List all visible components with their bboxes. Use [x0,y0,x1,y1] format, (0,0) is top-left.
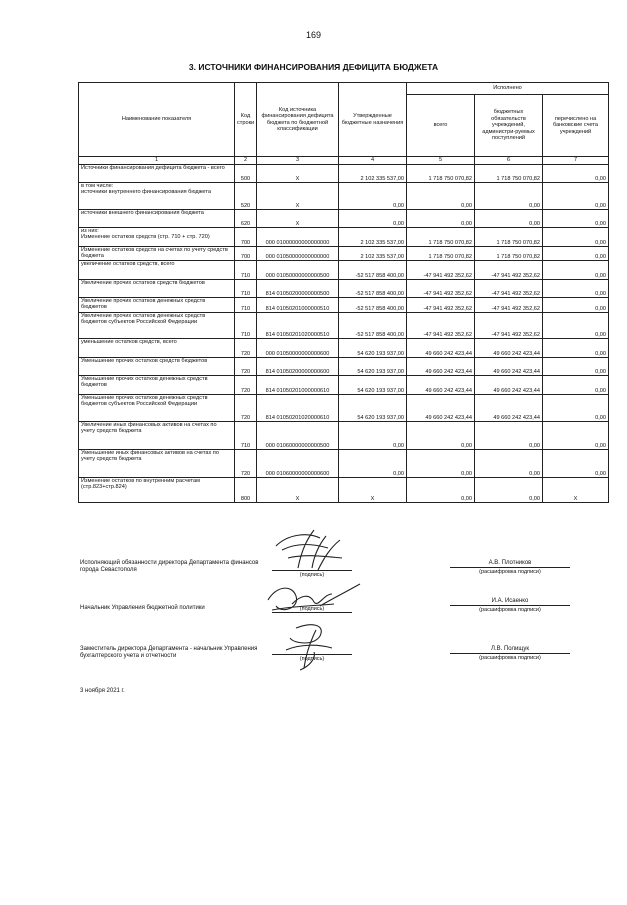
header-code: Код строки [235,83,257,157]
signer-name-1: А.В. Плотников [488,560,532,566]
executed-institutions-cell: -47 941 492 352,62 [475,261,543,280]
indicator-name-cell: Источники финансирования дефицита бюджета - всего [79,165,235,183]
classification-code-cell: 814 01050201000000510 [257,298,339,313]
approved-amount-cell: 2 102 335 537,00 [339,247,407,261]
indicator-name-cell: увеличение остатков средств, всего [79,261,235,280]
approved-amount-cell: 54 620 193 937,00 [339,339,407,358]
executed-banking-cell: 0,00 [543,228,609,247]
approved-amount-cell: 0,00 [339,450,407,478]
table-row [79,183,609,210]
executed-banking-cell: 0,00 [543,450,609,478]
executed-institutions-cell: -47 941 492 352,62 [475,298,543,313]
line-code-cell: 710 [235,261,257,280]
indicator-name-cell: Уменьшение иных финансовых активов на счетах по учету средств бюджета [79,450,235,478]
signer-caption-2: (расшифровка подписи) [479,607,541,613]
executed-total-cell: -47 941 492 352,62 [407,313,475,339]
approved-amount-cell: X [339,478,407,503]
signature-caption-1: (подпись) [299,572,325,578]
approved-amount-cell: -52 517 858 400,00 [339,313,407,339]
classification-code-cell: X [257,210,339,228]
signer-line-3 [450,653,570,654]
line-code-cell: 700 [235,247,257,261]
classification-code-cell: 000 01050000000000000 [257,247,339,261]
table-row [79,165,609,183]
classification-code-cell: X [257,165,339,183]
executed-banking-cell: 0,00 [543,339,609,358]
signature-line-3 [272,654,352,655]
signature-image-2 [262,580,362,620]
classification-code-cell: 000 01050000000000600 [257,339,339,358]
classification-code-cell: 000 01060000000000500 [257,422,339,450]
executed-banking-cell: 0,00 [543,376,609,395]
executed-institutions-cell: 1 718 750 070,82 [475,228,543,247]
line-code-cell: 720 [235,395,257,422]
classification-code-cell: 814 01050201020000510 [257,313,339,339]
signature-position-2: Начальник Управления бюджетной политики [80,605,205,611]
classification-code-cell: 814 01050200000000600 [257,358,339,376]
executed-institutions-cell: 0,00 [475,422,543,450]
table-row [79,358,609,376]
executed-institutions-cell: 49 660 242 423,44 [475,395,543,422]
signer-line-2 [450,605,570,606]
header-approved: Утвержденные бюджетные назначения [339,83,407,157]
signature-line-1 [272,570,352,571]
executed-total-cell: 49 660 242 423,44 [407,395,475,422]
executed-total-cell: -47 941 492 352,62 [407,280,475,298]
approved-amount-cell: 54 620 193 937,00 [339,395,407,422]
classification-code-cell: 814 01050201000000610 [257,376,339,395]
header-total: всего [407,95,475,157]
page-title: 3. ИСТОЧНИКИ ФИНАНСИРОВАНИЯ ДЕФИЦИТА БЮДЖЕТА [188,62,439,72]
approved-amount-cell: 2 102 335 537,00 [339,228,407,247]
executed-institutions-cell: 0,00 [475,478,543,503]
executed-banking-cell: 0,00 [543,298,609,313]
table-body [79,165,609,503]
line-code-cell: 710 [235,422,257,450]
table-row [79,395,609,422]
table-row [79,261,609,280]
approved-amount-cell: 54 620 193 937,00 [339,376,407,395]
table-row [79,478,609,503]
table-row [79,298,609,313]
line-code-cell: 500 [235,165,257,183]
table-row [79,247,609,261]
signature-caption-3: (подпись) [299,656,325,662]
indicator-name-cell: Увеличение прочих остатков денежных средств бюджетов [79,298,235,313]
approved-amount-cell: 0,00 [339,183,407,210]
signer-name-2: И.А. Исаенко [491,598,529,604]
executed-banking-cell: 0,00 [543,210,609,228]
executed-total-cell: 0,00 [407,210,475,228]
table-row [79,422,609,450]
executed-institutions-cell: 1 718 750 070,82 [475,247,543,261]
approved-amount-cell: -52 517 858 400,00 [339,298,407,313]
executed-total-cell: 0,00 [407,422,475,450]
indicator-name-cell: Изменение остатков по внутренним расчетам (стр.823+стр.824) [79,478,235,503]
signer-caption-1: (расшифровка подписи) [479,569,541,575]
executed-total-cell: 1 718 750 070,82 [407,247,475,261]
line-code-cell: 720 [235,358,257,376]
header-name: Наименование показателя [79,83,235,157]
header-executed: Исполнено [407,83,609,95]
executed-banking-cell: 0,00 [543,313,609,339]
signature-position-1: Исполняющий обязанности директора Департамента финансов города Севастополя [80,560,259,573]
classification-code-cell: 000 01000000000000000 [257,228,339,247]
indicator-name-cell: источники внешнего финансирования бюджета [79,210,235,228]
classification-code-cell: 000 01060000000000600 [257,450,339,478]
signer-caption-3: (расшифровка подписи) [479,655,541,661]
indicator-name-cell: Уменьшение прочих остатков денежных средств бюджетов [79,376,235,395]
executed-institutions-cell: 0,00 [475,450,543,478]
approved-amount-cell: 0,00 [339,422,407,450]
executed-total-cell: 0,00 [407,450,475,478]
table-row [79,280,609,298]
classification-code-cell: 814 01050200000000500 [257,280,339,298]
line-code-cell: 710 [235,313,257,339]
executed-institutions-cell: -47 941 492 352,62 [475,313,543,339]
approved-amount-cell: 54 620 193 937,00 [339,358,407,376]
line-code-cell: 700 [235,228,257,247]
approved-amount-cell: -52 517 858 400,00 [339,261,407,280]
signer-name-3: Л.В. Полищук [491,646,529,652]
executed-institutions-cell: 49 660 242 423,44 [475,358,543,376]
signature-caption-2: (подпись) [299,606,325,612]
sources-table [78,82,609,503]
approved-amount-cell: 0,00 [339,210,407,228]
approved-amount-cell: -52 517 858 400,00 [339,280,407,298]
executed-institutions-cell: 49 660 242 423,44 [475,376,543,395]
executed-total-cell: 1 718 750 070,82 [407,228,475,247]
executed-total-cell: 0,00 [407,183,475,210]
executed-banking-cell: 0,00 [543,247,609,261]
classification-code-cell: 814 01050201020000610 [257,395,339,422]
table-row [79,450,609,478]
executed-total-cell: -47 941 492 352,62 [407,261,475,280]
indicator-name-cell: уменьшение остатков средств, всего [79,339,235,358]
indicator-name-cell: из них: Изменение остатков средств (стр. 710 + стр. 720) [79,228,235,247]
line-code-cell: 720 [235,339,257,358]
executed-banking-cell: 0,00 [543,165,609,183]
line-code-cell: 800 [235,478,257,503]
line-code-cell: 720 [235,450,257,478]
executed-total-cell: 49 660 242 423,44 [407,358,475,376]
approved-amount-cell: 2 102 335 537,00 [339,165,407,183]
line-code-cell: 710 [235,298,257,313]
executed-institutions-cell: -47 941 492 352,62 [475,280,543,298]
executed-total-cell: 1 718 750 070,82 [407,165,475,183]
classification-code-cell: X [257,478,339,503]
report-date: 3 ноября 2021 г. [80,688,125,694]
classification-code-cell: X [257,183,339,210]
line-code-cell: 520 [235,183,257,210]
signature-image-1 [268,528,348,576]
executed-banking-cell: 0,00 [543,183,609,210]
classification-code-cell: 000 01050000000000500 [257,261,339,280]
header-institutions: бюджетных обязательств учреждений, администри-руемых поступлений [475,95,543,157]
table-row [79,210,609,228]
line-code-cell: 720 [235,376,257,395]
signer-line-1 [450,567,570,568]
indicator-name-cell: Увеличение прочих остатков денежных средств бюджетов субъектов Российской Федерации [79,313,235,339]
indicator-name-cell: Изменение остатков средств на счетах по учету средств бюджета [79,247,235,261]
line-code-cell: 710 [235,280,257,298]
table-header [79,83,609,165]
table-row [79,313,609,339]
executed-institutions-cell: 0,00 [475,183,543,210]
executed-banking-cell: 0,00 [543,261,609,280]
executed-total-cell: -47 941 492 352,62 [407,298,475,313]
indicator-name-cell: Увеличение иных финансовых активов на счетах по учету средств бюджета [79,422,235,450]
indicator-name-cell: Уменьшение прочих остатков средств бюджетов [79,358,235,376]
line-code-cell: 620 [235,210,257,228]
executed-institutions-cell: 0,00 [475,210,543,228]
executed-institutions-cell: 1 718 750 070,82 [475,165,543,183]
indicator-name-cell: Уменьшение прочих остатков денежных средств бюджетов субъектов Российской Федерации [79,395,235,422]
table-row [79,339,609,358]
page-number: 169 [305,30,322,40]
executed-banking-cell: 0,00 [543,358,609,376]
table-row [79,228,609,247]
signature-position-3: Заместитель директора Департамента - начальник Управления бухгалтерского учета и отчетности [80,646,258,659]
header-kbk: Код источника финансирования дефицита бюджета по бюджетной классификации [257,83,339,157]
table-row [79,376,609,395]
executed-banking-cell: 0,00 [543,280,609,298]
signature-image-3 [270,620,350,672]
executed-banking-cell: 0,00 [543,422,609,450]
executed-banking-cell: 0,00 [543,395,609,422]
index-row: 1 2 3 4 5 6 7 [79,157,609,165]
executed-institutions-cell: 49 660 242 423,44 [475,339,543,358]
executed-total-cell: 49 660 242 423,44 [407,376,475,395]
signature-line-2 [272,612,352,613]
executed-banking-cell: X [543,478,609,503]
indicator-name-cell: Увеличение прочих остатков средств бюджетов [79,280,235,298]
header-banking: перечислено на банковские счета учреждений [543,95,609,157]
executed-total-cell: 49 660 242 423,44 [407,339,475,358]
indicator-name-cell: в том числе: источники внутреннего финансирования бюджета [79,183,235,210]
executed-total-cell: 0,00 [407,478,475,503]
